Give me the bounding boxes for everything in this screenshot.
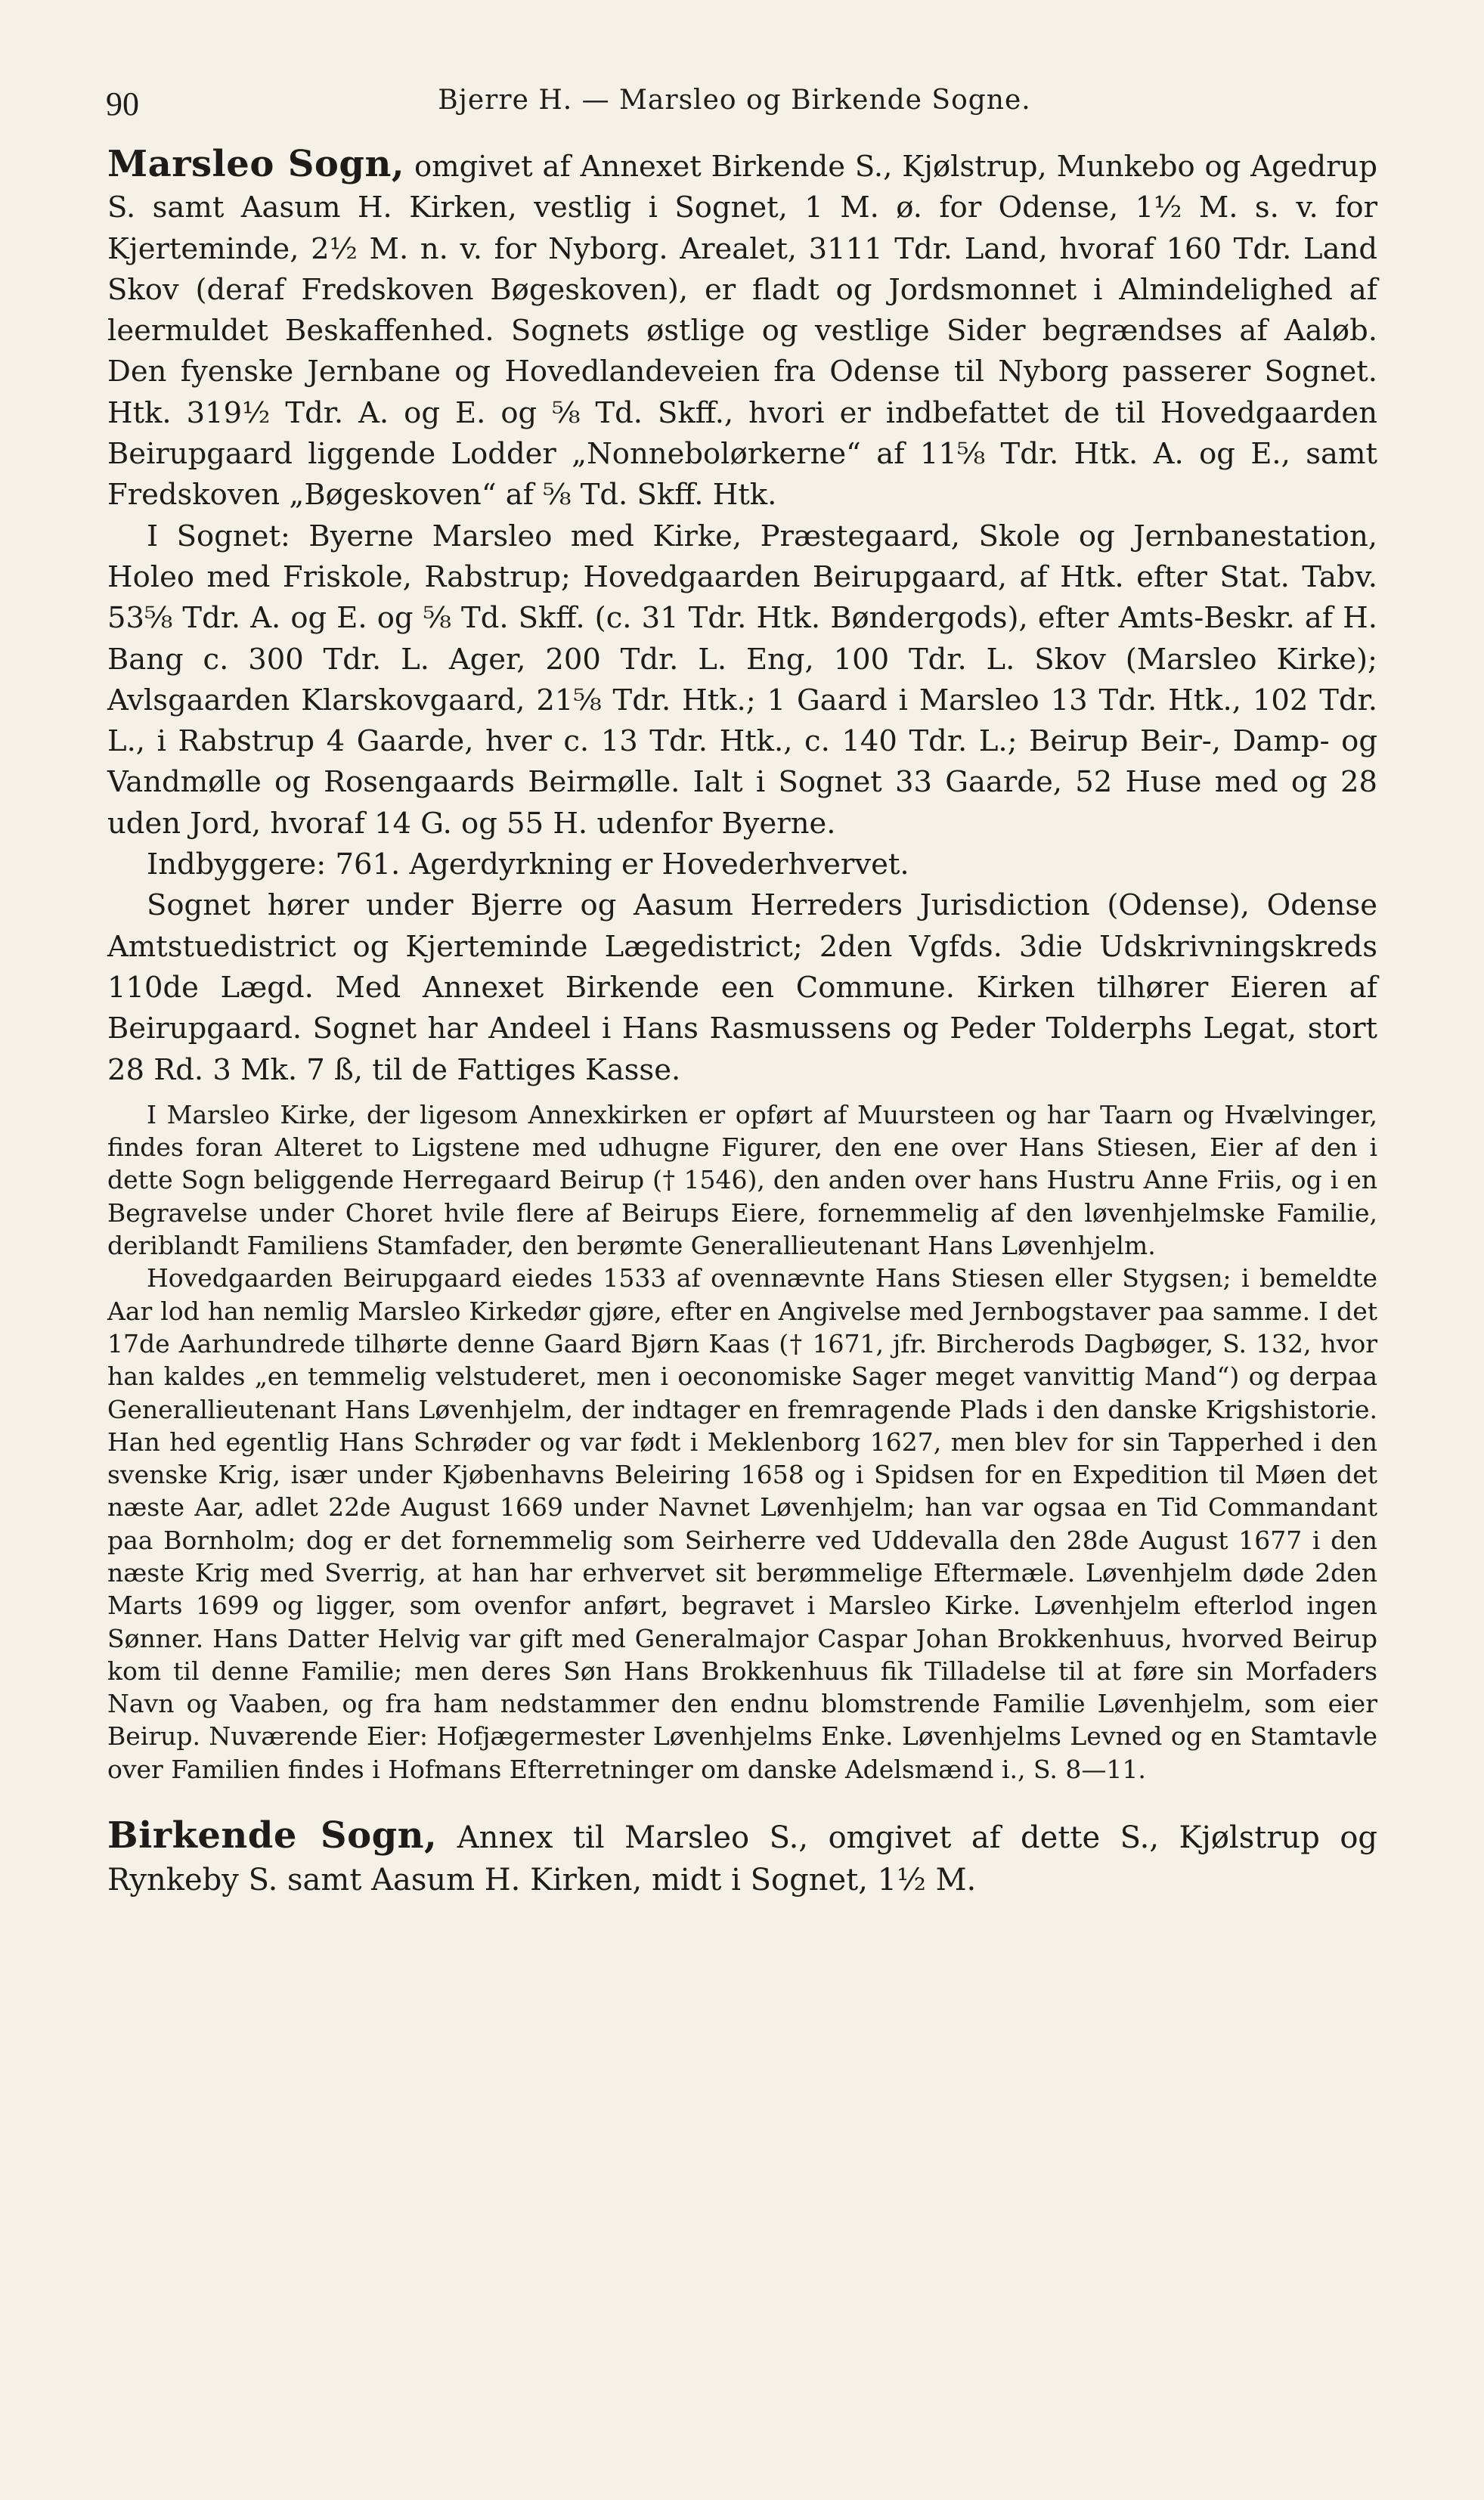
note-paragraph: I Marsleo Kirke, der ligesom Annexkirken er opført af Muursteen og har Taarn og Hvælvinger, findes foran Alteret to Ligstene med udhugne Figurer, den ene over Hans Stiesen, Eier af den i dette Sogn beliggende Herregaard Beirup († 1546), den anden over hans Hustru Anne Friis, og i en Begravelse under Choret hvile flere af Beirups Eiere, fornemmelig af den løvenhjelmske Familie, deriblandt Familiens Stamfader, den berømte Generallieutenant Hans Løvenhjelm. — [107, 1099, 1377, 1261]
page-header — [106, 85, 1363, 130]
paragraph-text: omgivet af Annexet Birkende S., Kjølstrup, Munkebo og Agedrup S. samt Aasum H. Kirken, vestlig i Sognet, 1 M. ø. for Odense, 1½ M. s. v. for Kjerteminde, 2½ M. n. v. for Nyborg. Arealet, 3111 Tdr. Land, hvoraf 160 Tdr. Land Skov (deraf Fredskoven Bøgeskoven), er fladt og Jordsmonnet i Almindelighed af leermuldet Beskaffenhed. Sognets østlige og vestlige Sider begrændses af Aaløb. Den fyenske Jernbane og Hovedlandeveien fra Odense til Nyborg passerer Sognet. Htk. 319½ Tdr. A. og E. og ⅝ Td. Skff., hvori er indbefattet de til Hovedgaarden Beirupgaard liggende Lodder „Nonnebolørkerne“ af 11⅝ Tdr. Htk. A. og E., samt Fredskoven „Bøgeskoven“ af ⅝ Td. Skff. Htk. — [107, 150, 1377, 513]
note-paragraph: Hovedgaarden Beirupgaard eiedes 1533 af ovennævnte Hans Stiesen eller Stygsen; i bemeldte Aar lod han nemlig Marsleo Kirkedør gjøre, efter en Angivelse med Jernbogstaver paa samme. I det 17de Aarhundrede tilhørte denne Gaard Bjørn Kaas († 1671, jfr. Bircherods Dagbøger, S. 132, hvor han kaldes „en temmelig velstuderet, men i oeconomiske Sager meget vanvittig Mand“) og derpaa Generallieutenant Hans Løvenhjelm, der indtager en fremragende Plads i den danske Krigshistorie. Han hed egentlig Hans Schrøder og var født i Meklenborg 1627, men blev for sin Tapperhed i den svenske Krig, især under Kjøbenhavns Beleiring 1658 og i Spidsen for en Expedition til Møen det næste Aar, adlet 22de August 1669 under Navnet Løvenhjelm; han var ogsaa en Tid Commandant paa Bornholm; dog er det fornemmelig som Seirherre ved Uddevalla den 28de August 1677 i den næste Krig med Sverrig, at han har erhvervet sit berømmelige Eftermæle. Løvenhjelm døde 2den Marts 1699 og ligger, som ovenfor anført, begravet i Marsleo Kirke. Løvenhjelm efterlod ingen Sønner. Hans Datter Helvig var gift med Generalmajor Caspar Johan Brokkenhuus, hvorved Beirup kom til denne Familie; men deres Søn Hans Brokkenhuus fik Tilladelse til at føre sin Morfaders Navn og Vaaben, og fra ham nedstammer den endnu blomstrende Familie Løvenhjelm, som eier Beirup. Nuværende Eier: Hofjægermester Løvenhjelms Enke. Løvenhjelms Levned og en Stamtavle over Familien findes i Hofmans Efterretninger om danske Adelsmænd i., S. 8—11. — [107, 1263, 1377, 1784]
section-birkende — [107, 1814, 1377, 1901]
paragraph — [107, 1814, 1377, 1901]
section-heading: Birkende Sogn, — [107, 1814, 438, 1857]
section-marsleo — [107, 144, 1377, 1091]
section-heading: Marsleo Sogn, — [107, 143, 405, 185]
running-head: Bjerre H. — Marsleo og Birkende Sogne. — [438, 85, 1031, 116]
page-body — [107, 144, 1377, 1901]
page-number: 90 — [106, 85, 139, 122]
paragraph: Indbyggere: 761. Agerdyrkning er Hovederhvervet. — [147, 847, 909, 882]
paragraph-text: Annex til Marsleo S., omgivet af dette S., Kjølstrup og Rynkeby S. samt Aasum H. Kirken, midt i Sognet, 1½ M. — [107, 1820, 1378, 1898]
paragraph: I Sognet: Byerne Marsleo med Kirke, Præstegaard, Skole og Jernbanestation, Holeo med Friskole, Rabstrup; Hovedgaarden Beirupgaard, af Htk. efter Stat. Tabv. 53⅝ Tdr. A. og E. og ⅝ Td. Skff. (c. 31 Tdr. Htk. Bøndergods), efter Amts-Beskr. af H. Bang c. 300 Tdr. L. Ager, 200 Tdr. L. Eng, 100 Tdr. L. Skov (Marsleo Kirke); Avlsgaarden Klarskovgaard, 21⅝ Tdr. Htk.; 1 Gaard i Marsleo 13 Tdr. Htk., 102 Tdr. L., i Rabstrup 4 Gaarde, hver c. 13 Tdr. Htk., c. 140 Tdr. L.; Beirup Beir-, Damp- og Vandmølle og Rosengaards Beirmølle. Ialt i Sognet 33 Gaarde, 52 Huse med og 28 uden Jord, hvoraf 14 G. og 55 H. udenfor Byerne. — [107, 519, 1377, 841]
footnotes — [107, 1098, 1377, 1786]
paragraph — [107, 144, 1377, 516]
paragraph: Sognet hører under Bjerre og Aasum Herreders Jurisdiction (Odense), Odense Amtstuedistrict og Kjerteminde Lægedistrict; 2den Vgfds. 3die Udskrivningskreds 110de Lægd. Med Annexet Birkende een Commune. Kirken tilhører Eieren af Beirupgaard. Sognet har Andeel i Hans Rasmussens og Peder Tolderphs Legat, stort 28 Rd. 3 Mk. 7 ß, til de Fattiges Kasse. — [107, 888, 1377, 1087]
